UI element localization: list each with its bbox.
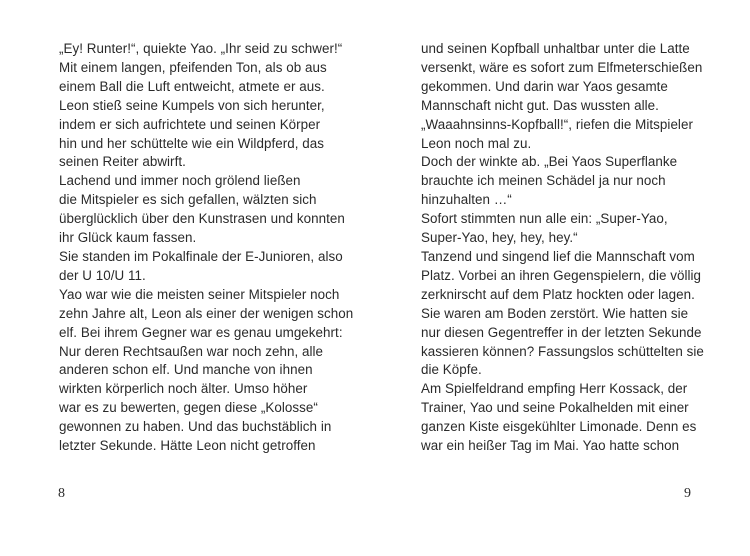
text-line: hin und her schüttelte wie ein Wildpferd, das bbox=[59, 135, 325, 151]
page-number-right: 9 bbox=[684, 486, 691, 501]
text-line: elf. Bei ihrem Gegner war es genau umgekehrt: bbox=[59, 324, 343, 340]
text-line: Platz. Vorbei an ihren Gegenspielern, die völlig bbox=[421, 267, 702, 283]
text-line: Mit einem langen, pfeifenden Ton, als ob aus bbox=[59, 59, 327, 75]
text-line: überglücklich über den Kunstrasen und konnten bbox=[59, 211, 345, 227]
right-page bbox=[375, 0, 750, 556]
text-line: hinzuhalten …“ bbox=[421, 192, 512, 208]
text-line: Doch der winkte ab. „Bei Yaos Superflanke bbox=[421, 154, 678, 170]
text-line: Nur deren Rechtsaußen war noch zehn, alle bbox=[59, 343, 324, 359]
text-line: anderen schon elf. Und manche von ihnen bbox=[59, 362, 313, 378]
text-line: indem er sich aufrichtete und seinen Körper bbox=[59, 116, 321, 132]
text-line: Mannschaft nicht gut. Das wussten alle. bbox=[421, 97, 659, 113]
text-line: zehn Jahre alt, Leon als einer der wenigen schon bbox=[59, 305, 354, 321]
text-line: die Köpfe. bbox=[421, 362, 482, 378]
text-line: wirkten körperlich noch älter. Umso höher bbox=[59, 381, 308, 397]
text-line: „Ey! Runter!“, quiekte Yao. „Ihr seid zu schwer!“ bbox=[59, 41, 343, 56]
text-line: ihr Glück kaum fassen. bbox=[59, 230, 197, 246]
text-line: versenkt, wäre es sofort zum Elfmeterschießen bbox=[421, 59, 703, 75]
text-line: und seinen Kopfball unhaltbar unter die Latte bbox=[421, 41, 690, 56]
text-line: kassieren können? Fassungslos schüttelten sie bbox=[421, 343, 704, 359]
text-line: brauchte ich meinen Schädel ja nur noch bbox=[421, 173, 666, 189]
text-line: Trainer, Yao und seine Pokalhelden mit einer bbox=[421, 400, 689, 416]
text-line: Yao war wie die meisten seiner Mitspieler noch bbox=[59, 286, 340, 302]
text-line: seinen Reiter abwirft. bbox=[59, 154, 186, 170]
text-line: gekommen. Und darin war Yaos gesamte bbox=[421, 78, 668, 94]
text-line: zerknirscht auf dem Platz hockten oder lagen. bbox=[421, 286, 695, 302]
text-line: Am Spielfeldrand empfing Herr Kossack, der bbox=[421, 381, 688, 397]
text-line: einem Ball die Luft entweicht, atmete er aus. bbox=[59, 78, 325, 94]
text-line: die Mitspieler es sich gefallen, wälzten sich bbox=[59, 192, 317, 208]
left-page-text bbox=[59, 40, 359, 456]
text-line: Sie waren am Boden zerstört. Wie hatten sie bbox=[421, 305, 689, 321]
page-number-left: 8 bbox=[58, 486, 65, 501]
text-line: gewonnen zu haben. Und das buchstäblich in bbox=[59, 419, 332, 435]
text-line: Tanzend und singend lief die Mannschaft vom bbox=[421, 248, 695, 264]
text-line: Leon stieß seine Kumpels von sich herunter, bbox=[59, 97, 325, 113]
text-line: Leon noch mal zu. bbox=[421, 135, 532, 151]
text-line: Sie standen im Pokalfinale der E-Junioren, also bbox=[59, 248, 343, 264]
text-line: letzter Sekunde. Hätte Leon nicht getroffen bbox=[59, 438, 316, 454]
text-line: Super-Yao, hey, hey, hey.“ bbox=[421, 230, 578, 246]
text-line: Sofort stimmten nun alle ein: „Super-Yao, bbox=[421, 211, 668, 227]
text-line: Lachend und immer noch grölend ließen bbox=[59, 173, 301, 189]
text-line: der U 10/U 11. bbox=[59, 267, 146, 283]
text-line: „Waaahnsinns-Kopfball!“, riefen die Mitspieler bbox=[421, 116, 693, 132]
text-line: nur diesen Gegentreffer in der letzten Sekunde bbox=[421, 324, 702, 340]
right-page-text bbox=[421, 40, 721, 456]
text-line: war ein heißer Tag im Mai. Yao hatte schon bbox=[421, 438, 680, 454]
text-line: war es zu bewerten, gegen diese „Kolosse“ bbox=[59, 400, 318, 416]
text-line: ganzen Kiste eisgekühlter Limonade. Denn es bbox=[421, 419, 697, 435]
